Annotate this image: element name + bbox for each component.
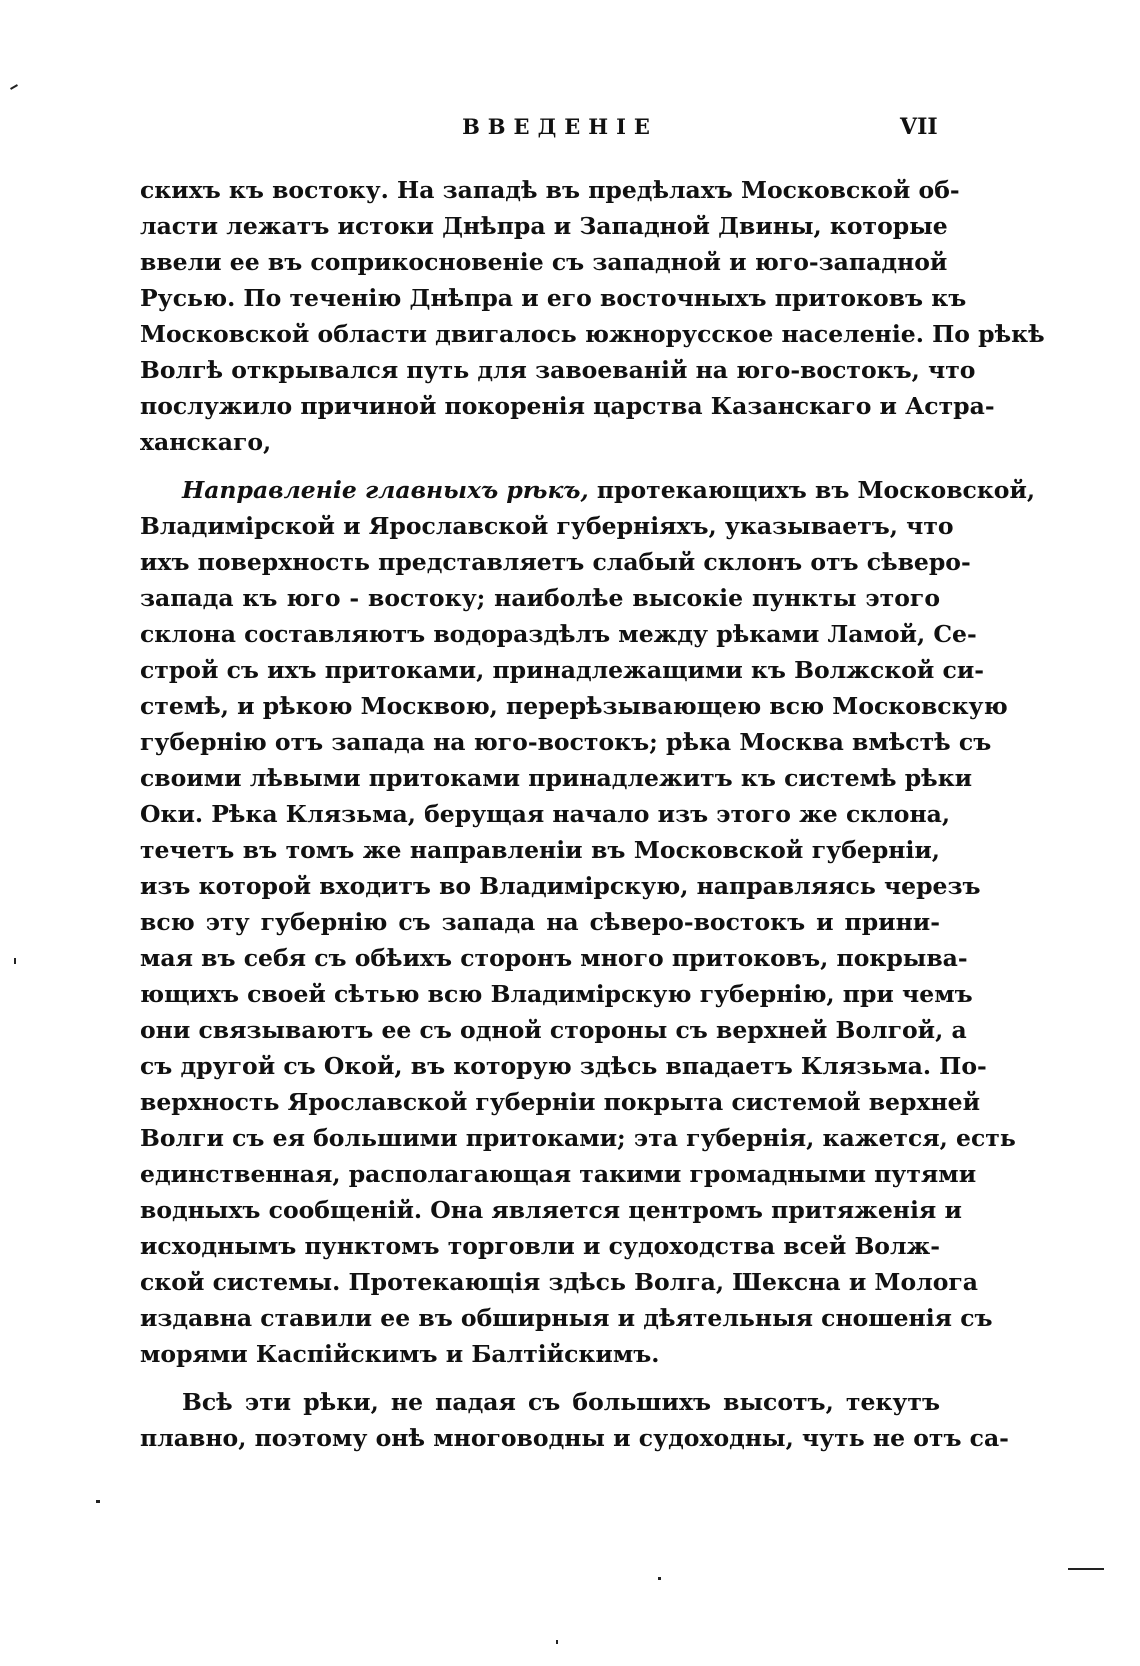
line-text: Волгѣ открывался путь для завоеваній на юго-востокъ, что <box>140 356 976 384</box>
scan-speck <box>556 1640 558 1644</box>
text-line <box>140 424 940 460</box>
text-line <box>140 352 976 388</box>
text-line <box>140 1084 981 1120</box>
line-text: морями Каспійскимъ и Балтійскимъ. <box>140 1340 660 1368</box>
paragraph-gap <box>140 460 940 472</box>
text-line <box>140 1228 940 1264</box>
text-line <box>140 796 951 832</box>
text-line <box>140 388 995 424</box>
line-text: скихъ къ востоку. На западѣ въ предѣлахъ Московской об- <box>140 176 960 204</box>
line-text: Русью. По теченію Днѣпра и его восточныхъ притоковъ къ <box>140 284 967 312</box>
line-text: издавна ставили ее въ обширныя и дѣятельныя сношенія съ <box>140 1304 993 1332</box>
line-text: водныхъ сообщеній. Она является центромъ притяженія и <box>140 1196 962 1224</box>
running-title: ВВЕДЕНІЕ <box>462 114 658 139</box>
line-text: губернію отъ запада на юго-востокъ; рѣка Москва вмѣстѣ съ <box>140 728 992 756</box>
line-text: строй съ ихъ притоками, принадлежащими къ Волжской си- <box>140 656 985 684</box>
line-text: Владимірской и Ярославской губерніяхъ, указываетъ, что <box>140 512 954 540</box>
text-line <box>140 580 940 616</box>
line-text: ввели ее въ соприкосновеніе съ западной и юго-западной <box>140 248 948 276</box>
text-line <box>140 1192 962 1228</box>
text-line <box>140 760 973 796</box>
paragraph <box>140 472 1036 1372</box>
text-line <box>140 868 981 904</box>
line-text: ющихъ своей сѣтью всю Владимірскую губернію, при чемъ <box>140 980 973 1008</box>
page-number: VII <box>900 114 938 140</box>
line-text: Всѣ эти рѣки, не падая съ большихъ высотъ, текутъ <box>182 1388 940 1416</box>
scan-speck <box>14 958 16 964</box>
text-line <box>140 940 968 976</box>
text-line <box>140 1384 940 1420</box>
line-text: течетъ въ томъ же направленіи въ Московской губерніи, <box>140 836 940 864</box>
line-text: послужило причиной покоренія царства Казанскаго и Астра- <box>140 392 995 420</box>
italic-lead: Направленіе главныхъ рѣкъ, <box>182 476 589 504</box>
line-text: ханскаго, <box>140 428 272 456</box>
paragraph <box>140 1384 1009 1456</box>
line-text: верхность Ярославской губерніи покрыта системой верхней <box>140 1088 981 1116</box>
text-line <box>140 1048 987 1084</box>
line-text: Оки. Рѣка Клязьма, берущая начало изъ этого же склона, <box>140 800 951 828</box>
text-line <box>140 1012 967 1048</box>
line-text: протекающихъ въ Московской, <box>588 476 1036 504</box>
text-line <box>140 1420 1009 1456</box>
line-text: мая въ себя съ обѣихъ сторонъ много притоковъ, покрыва- <box>140 944 968 972</box>
line-text: ласти лежатъ истоки Днѣпра и Западной Двины, которые <box>140 212 948 240</box>
line-text: съ другой съ Окой, въ которую здѣсь впадаетъ Клязьма. По- <box>140 1052 987 1080</box>
line-text: изъ которой входитъ во Владимірскую, направляясь черезъ <box>140 872 981 900</box>
line-text: они связываютъ ее съ одной стороны съ верхней Волгой, а <box>140 1016 967 1044</box>
line-text: запада къ юго - востоку; наиболѣе высокіе пункты этого <box>140 584 940 612</box>
text-line <box>140 508 954 544</box>
text-line <box>140 652 985 688</box>
text-line <box>140 544 971 580</box>
paragraph-gap <box>140 1372 940 1384</box>
text-line <box>140 472 1036 508</box>
text-line <box>140 724 992 760</box>
text-line <box>140 244 948 280</box>
line-text: всю эту губернію съ запада на сѣверо-востокъ и прини- <box>140 908 940 936</box>
scan-speck <box>10 84 18 90</box>
text-line <box>140 172 960 208</box>
text-line <box>140 1264 978 1300</box>
line-text: ихъ поверхность представляетъ слабый склонъ отъ сѣверо- <box>140 548 971 576</box>
scan-speck <box>658 1577 661 1580</box>
text-line <box>140 688 1008 724</box>
body-text <box>140 172 1045 1456</box>
line-text: ской системы. Протекающія здѣсь Волга, Шексна и Молога <box>140 1268 978 1296</box>
scan-speck <box>96 1500 100 1503</box>
text-line <box>140 1156 977 1192</box>
text-line <box>140 904 940 940</box>
text-line <box>140 1336 940 1372</box>
text-line <box>140 280 967 316</box>
line-text: своими лѣвыми притоками принадлежитъ къ системѣ рѣки <box>140 764 973 792</box>
scan-speck <box>1068 1568 1104 1570</box>
line-text: Московской области двигалось южнорусское населеніе. По рѣкѣ <box>140 320 1045 348</box>
text-line <box>140 1120 1016 1156</box>
line-text: исходнымъ пунктомъ торговли и судоходства всей Волж- <box>140 1232 941 1260</box>
text-line <box>140 1300 993 1336</box>
text-line <box>140 976 973 1012</box>
line-text: склона составляютъ водораздѣлъ между рѣками Ламой, Се- <box>140 620 977 648</box>
text-line <box>140 208 948 244</box>
paragraph <box>140 172 1045 460</box>
line-text: стемѣ, и рѣкою Москвою, перерѣзывающею всю Московскую <box>140 692 1008 720</box>
text-line <box>140 316 1045 352</box>
text-line <box>140 616 977 652</box>
line-text: Волги съ ея большими притоками; эта губернія, кажется, есть <box>140 1124 1016 1152</box>
text-line <box>140 832 940 868</box>
line-text: единственная, располагающая такими громадными путями <box>140 1160 977 1188</box>
line-text: плавно, поэтому онѣ многоводны и судоходны, чуть не отъ са- <box>140 1424 1009 1452</box>
